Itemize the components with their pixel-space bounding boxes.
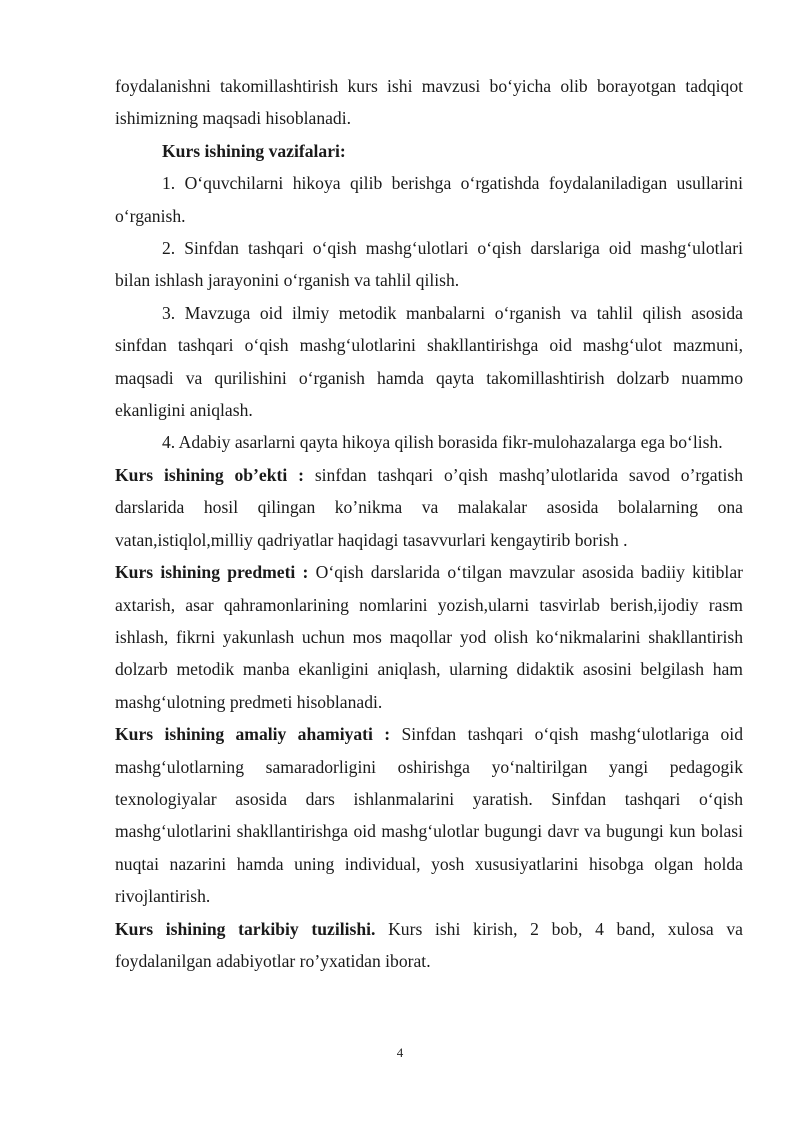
practical-text: Sinfdan tashqari o‘qish mashg‘ulotlariga oid mashg‘ulotlarning samaradorligini oshirishga yo‘naltirilgan yangi pedagogik texnologiyalar asosida dars ishlanmalarini yaratish. Sinfdan tashqari o‘qish mashg‘ulotlarini shakllantirishga oid mashg‘ulotlar bugungi davr va bugungi kun bolasi nuqtai nazarini hamda uning individual, yosh xususiyatlarini hisobga olgan holda rivojlantirish. [115,724,743,907]
subject-text: O‘qish darslarida o‘tilgan mavzular asosida badiiy kitiblar axtarish, asar qahramonlarining nomlarini yozish,ularni tasvirlab berish,ijodiy rasm ishlash, fikrni yakunlash uchun mos maqollar yod olish ko‘nikmalarini shakllantirish dolzarb metodik manba ekanligini aniqlash, ularning didaktik asosini belgilash ham mashg‘ulotning predmeti hisoblanadi. [115,562,743,712]
task-item-1: 1. O‘quvchilarni hikoya qilib berishga o‘rgatishda foydalaniladigan usullarini o‘rganish. [115,173,743,226]
object-label: Kurs ishining ob’ekti : [115,464,304,485]
structure-text: Kurs ishi kirish, 2 bob, 4 band, xulosa va foydalanilgan adabiyotlar ro’yxatidan iborat. [115,918,743,971]
practical-paragraph [115,718,743,912]
task-item-4: 4. Adabiy asarlarni qayta hikoya qilish borasida fikr-mulohazalarga ega bo‘lish. [162,432,723,453]
task-item-3: 3. Mavzuga oid ilmiy metodik manbalarni o‘rganish va tahlil qilish asosida sinfdan tashqari o‘qish mashg‘ulotlarini shakllantirishga oid mashg‘ulot mazmuni, maqsadi va qurilishini o‘rganish hamda qayta takomillashtirish dolzarb nuammo ekanligini aniqlash. [115,302,743,421]
subject-paragraph [115,556,743,718]
practical-label: Kurs ishining amaliy ahamiyati : [115,724,391,745]
body-text [115,70,743,977]
structure-paragraph [115,913,743,978]
page-number: 4 [396,1045,404,1060]
object-paragraph [115,459,743,556]
subject-label: Kurs ishining predmeti : [115,562,309,583]
task-item-2: 2. Sinfdan tashqari o‘qish mashg‘ulotlari o‘qish darslariga oid mashg‘ulotlari bilan ishlash jarayonini o‘rganish va tahlil qilish. [115,238,743,291]
object-text: sinfdan tashqari o’qish mashq’ulotlarida savod o’rgatish darslarida hosil qilingan ko’nikma va malakalar asosida bolalarning ona vatan,istiqlol,milliy qadriyatlar haqidagi tasavvurlari kengaytirib borish . [115,464,743,550]
structure-label: Kurs ishining tarkibiy tuzilishi. [115,918,376,939]
intro-paragraph: foydalanishni takomillashtirish kurs ishi mavzusi bo‘yicha olib borayotgan tadqiqot ishimizning maqsadi hisoblanadi. [115,76,743,129]
tasks-heading: Kurs ishining vazifalari: [162,140,346,161]
